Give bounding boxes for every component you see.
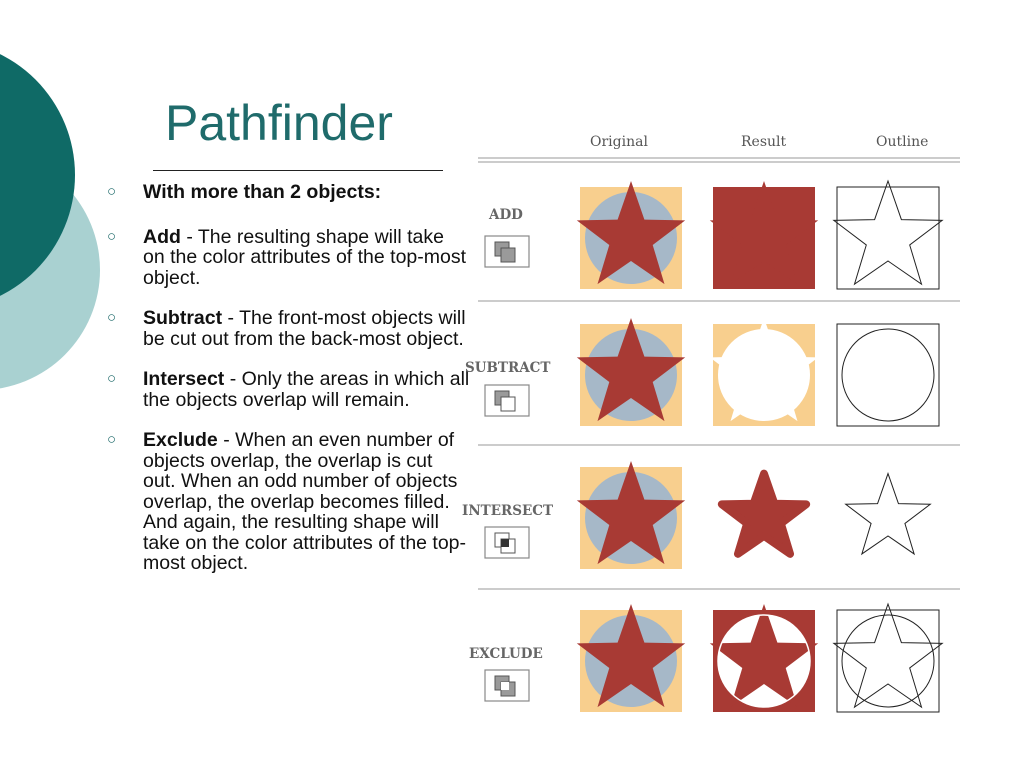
bullet-item [105, 369, 470, 410]
column-header-outline: Outline [876, 134, 929, 150]
bullet-list [105, 182, 470, 594]
circle-bullet-icon: ○ [107, 431, 117, 448]
outline-add [834, 181, 942, 289]
result-subtract [710, 318, 818, 426]
bullet-text: - When an even number of objects overlap, the overlap is cut out. When an odd number of objects overlap, the overlap becomes filled. And again, the resulting shape will take on the color attributes of the top-most object. [143, 429, 467, 574]
bullet-bold: Exclude [143, 429, 218, 451]
row-label-subtract: SUBTRACT [465, 360, 551, 376]
outline-intersect [846, 474, 931, 554]
row-label-exclude: EXCLUDE [469, 646, 543, 662]
add-mode-icon[interactable] [485, 236, 529, 267]
intersect-mode-icon[interactable] [485, 527, 529, 558]
outline-exclude [834, 604, 942, 712]
bullet-item [105, 430, 470, 574]
circle-bullet-icon: ○ [107, 370, 117, 387]
pathfinder-figure [458, 125, 968, 725]
bullet-item [105, 182, 470, 203]
bullet-item [105, 308, 470, 349]
outline-subtract [837, 324, 939, 426]
bullet-text: - Only the areas in which all the objects overlap will remain. [143, 368, 470, 411]
original-exclude [577, 604, 685, 712]
bullet-bold: Add [143, 225, 181, 248]
subtract-mode-icon[interactable] [485, 385, 529, 416]
original-add [577, 181, 685, 289]
result-intersect [722, 474, 807, 554]
bullet-text: - The resulting shape will take on the color attributes of the top-most object. [143, 225, 467, 289]
column-header-original: Original [590, 134, 648, 150]
page-title: Pathfinder [165, 95, 393, 151]
column-header-result: Result [741, 134, 787, 150]
result-exclude [710, 604, 818, 712]
original-subtract [577, 318, 685, 426]
bullet-bold: Subtract [143, 307, 223, 329]
circle-bullet-icon: ○ [107, 309, 117, 326]
pathfinder-graphics [458, 125, 968, 725]
result-add [710, 181, 818, 289]
title-underline [153, 170, 443, 171]
bullet-text: - The front-most objects will be cut out from the back-most object. [143, 307, 466, 350]
circle-bullet-icon: ○ [107, 183, 117, 200]
exclude-mode-icon[interactable] [485, 670, 529, 701]
row-label-intersect: INTERSECT [462, 503, 554, 519]
bullet-bold: Intersect [143, 368, 225, 390]
row-label-add: ADD [489, 207, 523, 223]
circle-bullet-icon: ○ [107, 227, 117, 245]
original-intersect [577, 461, 685, 569]
bullet-bold: With more than 2 objects: [143, 181, 382, 203]
bullet-item [105, 227, 470, 289]
decorative-circles [0, 0, 110, 420]
